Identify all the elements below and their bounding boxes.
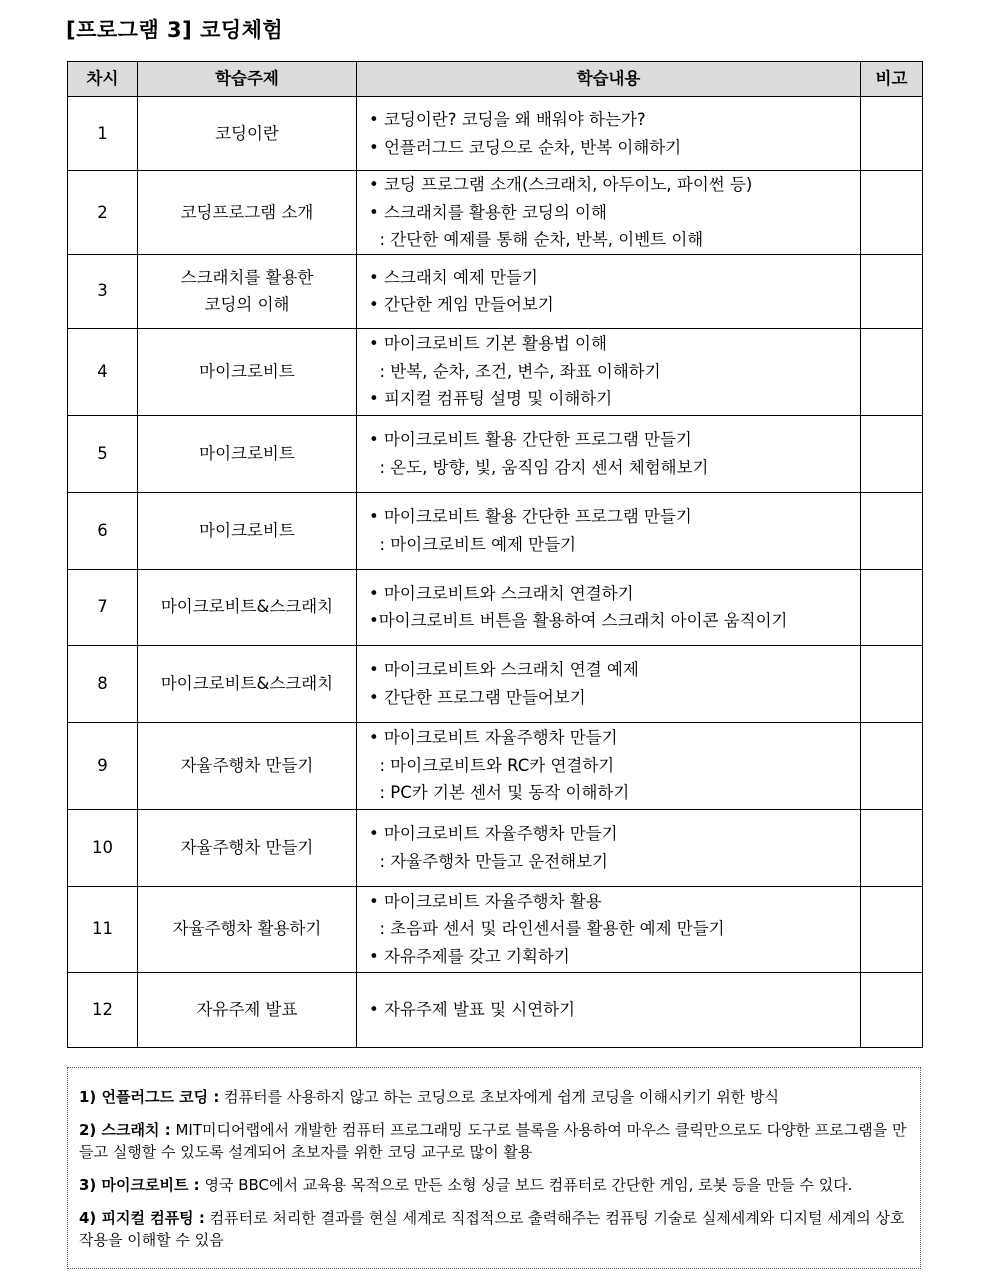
content-line: : 초음파 센서 및 라인센서를 활용한 예제 만들기 — [369, 919, 725, 939]
footnote-item — [79, 1207, 912, 1251]
topic-line: 자율주행차 만들기 — [180, 755, 314, 775]
session-note — [861, 171, 923, 255]
session-topic — [138, 97, 357, 171]
content-line: • 자유주제 발표 및 시연하기 — [369, 999, 576, 1019]
footnote-term: 2) 스크래치 : — [79, 1121, 171, 1139]
header-session: 차시 — [68, 62, 138, 97]
session-topic — [138, 254, 357, 328]
session-topic — [138, 809, 357, 886]
topic-line: 코딩프로그램 소개 — [180, 202, 314, 222]
session-note — [861, 722, 923, 809]
session-number: 3 — [68, 254, 138, 328]
table-row — [68, 415, 923, 492]
content-line: • 간단한 게임 만들어보기 — [369, 295, 554, 314]
topic-line: 자율주행차 만들기 — [180, 837, 314, 857]
session-number: 7 — [68, 569, 138, 645]
content-line: • 마이크로비트 활용 간단한 프로그램 만들기 — [369, 507, 692, 526]
footnote-definition: MIT미디어랩에서 개발한 컴퓨터 프로그래밍 도구로 블록을 사용하여 마우스 클릭만으로도 다양한 프로그램을 만들고 실행할 수 있도록 설계되어 초보자를 위한 코딩 교구로 많이 활용 — [79, 1121, 907, 1161]
session-topic — [138, 328, 357, 415]
table-row — [68, 645, 923, 722]
content-line: : 마이크로비트 예제 만들기 — [369, 534, 577, 554]
footnote-definition: 영국 BBC에서 교육용 목적으로 만든 소형 싱글 보드 컴퓨터로 간단한 게임, 로봇 등을 만들 수 있다. — [204, 1176, 853, 1194]
content-line: • 마이크로비트 활용 간단한 프로그램 만들기 — [369, 430, 692, 449]
page-title: [프로그램 3] 코딩체험 — [66, 18, 284, 42]
session-content — [357, 809, 861, 886]
topic-line: 코딩이란 — [215, 123, 279, 143]
content-line: •마이크로비트 버튼을 활용하여 스크래치 아이콘 움직이기 — [369, 611, 788, 630]
content-line: • 마이크로비트 자율주행차 만들기 — [369, 728, 618, 748]
session-note — [861, 886, 923, 972]
session-number: 6 — [68, 492, 138, 569]
session-content — [357, 415, 861, 492]
session-content — [357, 972, 861, 1047]
content-line: : 온도, 방향, 빛, 움직임 감지 센서 체험해보기 — [369, 457, 709, 477]
session-number: 11 — [68, 886, 138, 972]
table-header-row — [68, 62, 923, 97]
content-line: • 마이크로비트 자율주행차 만들기 — [369, 824, 618, 843]
content-line: : PC카 기본 센서 및 동작 이해하기 — [369, 783, 630, 803]
table-body — [68, 97, 923, 1048]
table-row — [68, 328, 923, 415]
session-content — [357, 645, 861, 722]
content-line: • 코딩 프로그램 소개(스크래치, 아두이노, 파이썬 등) — [369, 175, 753, 194]
table-row — [68, 722, 923, 809]
footnotes-box — [67, 1067, 921, 1269]
table-row — [68, 171, 923, 255]
session-note — [861, 254, 923, 328]
session-number: 2 — [68, 171, 138, 255]
session-note — [861, 972, 923, 1047]
session-topic — [138, 492, 357, 569]
footnote-term: 4) 피지컬 컴퓨팅 : — [79, 1209, 205, 1227]
content-line: : 반복, 순차, 조건, 변수, 좌표 이해하기 — [369, 361, 661, 381]
footnote-item — [79, 1086, 912, 1108]
table-row — [68, 972, 923, 1047]
table-row — [68, 492, 923, 569]
content-line: • 코딩이란? 코딩을 왜 배워야 하는가? — [369, 110, 646, 129]
topic-line: 코딩의 이해 — [204, 295, 290, 314]
topic-line: 자율주행차 활용하기 — [172, 919, 322, 939]
table-row — [68, 809, 923, 886]
content-line: • 간단한 프로그램 만들어보기 — [369, 687, 586, 707]
content-line: : 간단한 예제를 통해 순차, 반복, 이벤트 이해 — [369, 230, 704, 249]
table-row — [68, 254, 923, 328]
session-number: 12 — [68, 972, 138, 1047]
content-line: • 마이크로비트와 스크래치 연결하기 — [369, 583, 634, 603]
session-content — [357, 97, 861, 171]
content-line: • 스크래치를 활용한 코딩의 이해 — [369, 202, 607, 222]
table-row — [68, 97, 923, 171]
schedule-table — [67, 61, 923, 1048]
topic-line: 마이크로비트&스크래치 — [160, 673, 334, 693]
footnote-item — [79, 1119, 912, 1163]
session-note — [861, 415, 923, 492]
session-number: 4 — [68, 328, 138, 415]
content-line: : 마이크로비트와 RC카 연결하기 — [369, 755, 615, 775]
session-note — [861, 492, 923, 569]
session-number: 8 — [68, 645, 138, 722]
session-note — [861, 645, 923, 722]
session-note — [861, 97, 923, 171]
header-note: 비고 — [861, 62, 923, 97]
session-content — [357, 171, 861, 255]
content-line: • 마이크로비트 자율주행차 활용 — [369, 891, 602, 911]
session-note — [861, 328, 923, 415]
topic-line: 마이크로비트 — [199, 520, 295, 540]
session-number: 10 — [68, 809, 138, 886]
footnote-item — [79, 1174, 912, 1196]
session-content — [357, 886, 861, 972]
session-content — [357, 569, 861, 645]
table-row — [68, 886, 923, 972]
session-topic — [138, 645, 357, 722]
session-topic — [138, 415, 357, 492]
session-content — [357, 328, 861, 415]
session-topic — [138, 171, 357, 255]
session-content — [357, 492, 861, 569]
content-line: • 언플러그드 코딩으로 순차, 반복 이해하기 — [369, 137, 682, 157]
footnote-definition: 컴퓨터로 처리한 결과를 현실 세계로 직접적으로 출력해주는 컴퓨팅 기술로 실제세계와 디지털 세계의 상호작용을 이해할 수 있음 — [79, 1209, 905, 1249]
topic-line: 자유주제 발표 — [196, 999, 298, 1019]
session-topic — [138, 569, 357, 645]
session-content — [357, 722, 861, 809]
session-note — [861, 809, 923, 886]
content-line: : 자율주행차 만들고 운전해보기 — [369, 851, 608, 871]
session-topic — [138, 886, 357, 972]
header-topic: 학습주제 — [138, 62, 357, 97]
session-note — [861, 569, 923, 645]
content-line: • 자유주제를 갖고 기획하기 — [369, 946, 570, 966]
content-line: • 마이크로비트 기본 활용법 이해 — [369, 334, 607, 354]
session-topic — [138, 722, 357, 809]
table-row — [68, 569, 923, 645]
content-line: • 피지컬 컴퓨팅 설명 및 이해하기 — [369, 389, 613, 409]
content-line: • 마이크로비트와 스크래치 연결 예제 — [369, 660, 639, 679]
session-content — [357, 254, 861, 328]
session-topic — [138, 972, 357, 1047]
session-number: 1 — [68, 97, 138, 171]
header-content: 학습내용 — [357, 62, 861, 97]
content-line: • 스크래치 예제 만들기 — [369, 267, 538, 287]
topic-line: 마이크로비트&스크래치 — [160, 597, 334, 617]
footnote-term: 3) 마이크로비트 : — [79, 1176, 200, 1194]
footnote-definition: 컴퓨터를 사용하지 않고 하는 코딩으로 초보자에게 쉽게 코딩을 이해시키기 위한 방식 — [224, 1088, 780, 1106]
topic-line: 마이크로비트 — [199, 443, 295, 463]
topic-line: 스크래치를 활용한 — [180, 267, 314, 287]
topic-line: 마이크로비트 — [199, 361, 295, 381]
footnote-term: 1) 언플러그드 코딩 : — [79, 1088, 220, 1106]
session-number: 5 — [68, 415, 138, 492]
session-number: 9 — [68, 722, 138, 809]
